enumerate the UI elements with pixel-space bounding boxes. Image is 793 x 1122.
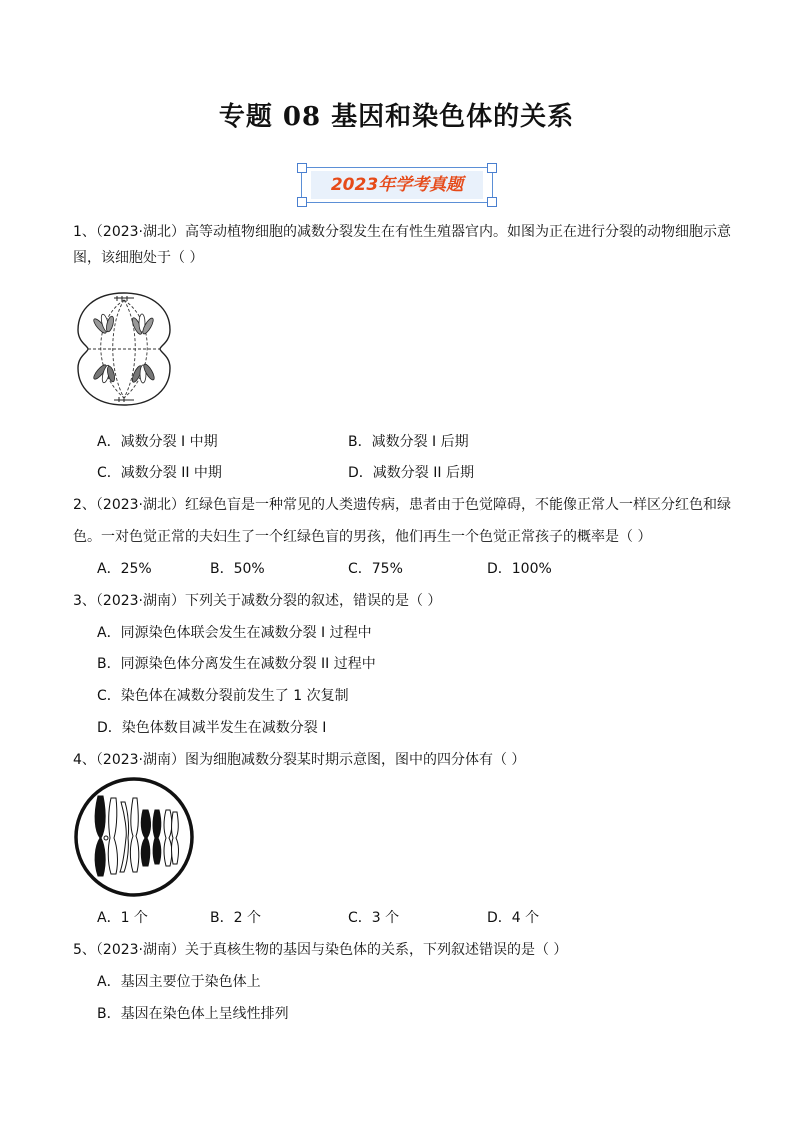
question-2-option-b: B．50% xyxy=(210,561,265,577)
question-4-option-b: B．2 个 xyxy=(210,910,261,926)
question-2-option-d: D．100% xyxy=(487,561,552,577)
question-1-text-line2: 图，该细胞处于（ ） xyxy=(73,250,204,266)
question-5-option-a: A．基因主要位于染色体上 xyxy=(97,974,261,990)
question-2-option-c: C．75% xyxy=(348,561,403,577)
question-3-option-d: D．染色体数目减半发生在减数分裂 I xyxy=(97,720,327,736)
banner-corner xyxy=(487,197,497,207)
question-2-text-line1: 2、（2023·湖北）红绿色盲是一种常见的人类遗传病，患者由于色觉障碍，不能像正常人一样区分红色和绿 xyxy=(73,497,731,513)
question-5-text: 5、（2023·湖南）关于真核生物的基因与染色体的关系，下列叙述错误的是（ ） xyxy=(73,942,568,958)
question-1-option-d: D．减数分裂 II 后期 xyxy=(348,465,474,481)
banner-corner xyxy=(487,163,497,173)
question-3-option-c: C．染色体在减数分裂前发生了 1 次复制 xyxy=(97,688,349,704)
question-1-option-c: C．减数分裂 II 中期 xyxy=(97,465,222,481)
question-4-option-c: C．3 个 xyxy=(348,910,400,926)
banner-corner xyxy=(297,197,307,207)
question-1-option-b: B．减数分裂 I 后期 xyxy=(348,434,469,450)
question-2-option-a: A．25% xyxy=(97,561,152,577)
question-4-option-a: A．1 个 xyxy=(97,910,148,926)
question-3-option-b: B．同源染色体分离发生在减数分裂 II 过程中 xyxy=(97,656,376,672)
question-1-text-line1: 1、（2023·湖北）高等动植物细胞的减数分裂发生在有性生殖器官内。如图为正在进行分裂的动物细胞示意 xyxy=(73,224,731,240)
banner-label: 2023年学考真题 xyxy=(311,171,483,199)
question-1-option-a: A．减数分裂 I 中期 xyxy=(97,434,218,450)
meiosis-cell-figure xyxy=(73,776,195,898)
section-banner xyxy=(297,163,497,207)
question-3-option-a: A．同源染色体联会发生在减数分裂 I 过程中 xyxy=(97,625,372,641)
dividing-cell-figure xyxy=(74,290,174,408)
question-2-text-line2: 色。一对色觉正常的夫妇生了一个红绿色盲的男孩，他们再生一个色觉正常孩子的概率是（ ） xyxy=(73,529,652,545)
question-4-option-d: D．4 个 xyxy=(487,910,540,926)
question-5-option-b: B．基因在染色体上呈线性排列 xyxy=(97,1006,289,1022)
question-3-text: 3、（2023·湖南）下列关于减数分裂的叙述，错误的是（ ） xyxy=(73,593,442,609)
question-4-text: 4、（2023·湖南）图为细胞减数分裂某时期示意图，图中的四分体有（ ） xyxy=(73,752,526,768)
banner-corner xyxy=(297,163,307,173)
page-title: 专题 08 基因和染色体的关系 xyxy=(218,102,575,132)
